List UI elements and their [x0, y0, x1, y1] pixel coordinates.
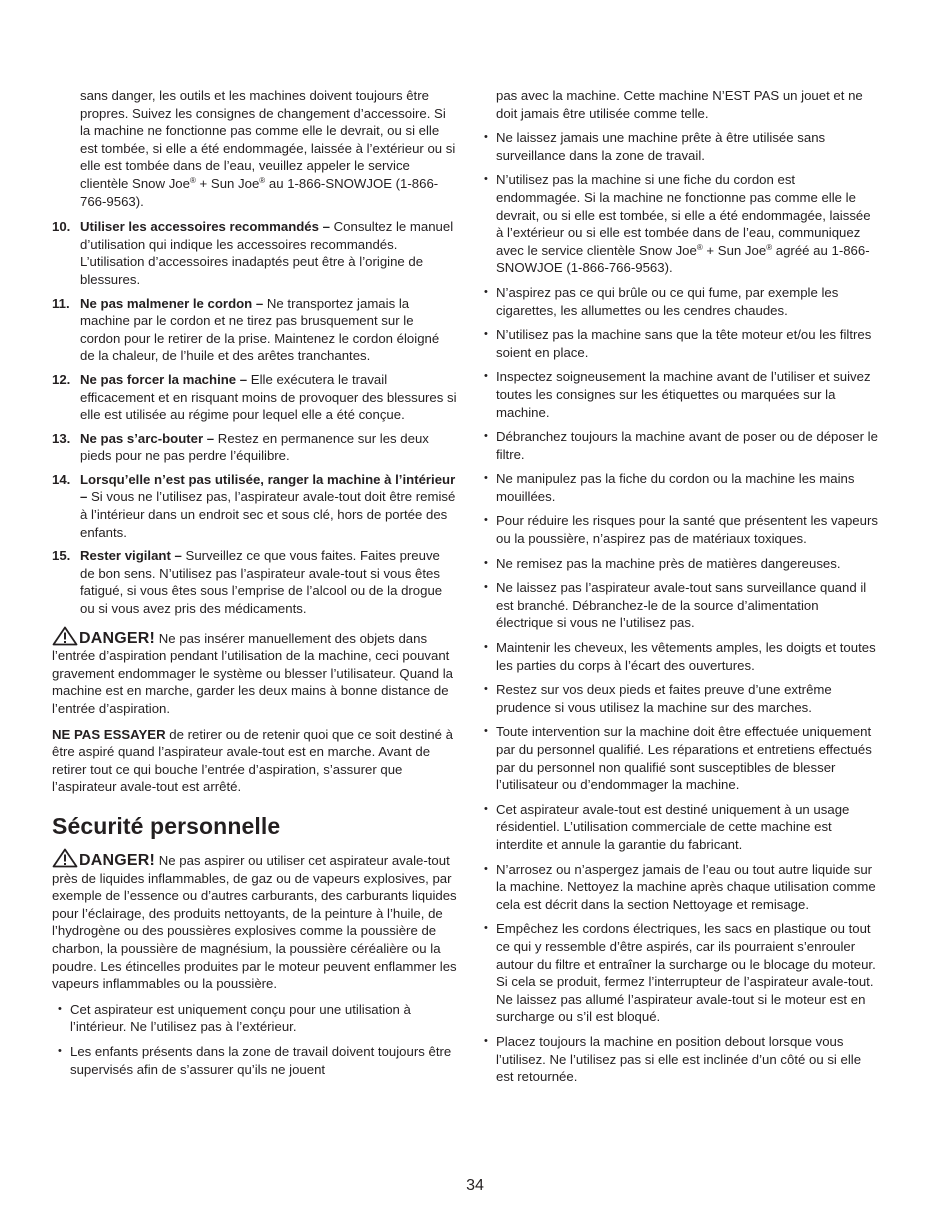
item-text: Ne transportez jamais la machine par le cordon et ne tirez pas brusquement sur le cordon pour le retirer de la prise. Maintenez le cordon éloigné de la chaleur, de l’huile et des arêtes tranchantes. — [80, 295, 440, 364]
list-item: • Cet aspirateur avale-tout est destiné uniquement à un usage résidentiel. L’utilisation commerciale de cette machine est interdite et annule la garantie du fabricant. — [478, 801, 878, 854]
continuation-text: sans danger, les outils et les machines doivent toujours être propres. Suivez les consignes de changement d’accessoire. Si la machine ne fonctionne pas comme elle le devrait, ou si elle est tombée, si elle a été endommagée, laissée à l’extérieur ou si elle est tombée dans de l’eau, veuillez appeler le service clientèle Snow Joe® + Sun Joe® au 1-866-SNOWJOE (1-866-766-9563). — [80, 88, 456, 209]
danger-warning — [52, 848, 457, 993]
item-title: Utiliser les accessoires recommandés – — [80, 219, 330, 235]
list-item: • Pour réduire les risques pour la santé que présentent les vapeurs ou la poussière, n’aspirez pas de matériaux toxiques. — [478, 512, 878, 547]
item-number: 10. — [52, 219, 71, 235]
list-item: • Inspectez soigneusement la machine avant de l’utiliser et suivez toutes les consignes sur les étiquettes ou marquées sur la machine. — [478, 368, 878, 421]
numbered-item — [52, 218, 457, 288]
item-text: Elle exécutera le travail efficacement et en risquant moins de provoquer des blessures si elle est utilisée au régime pour lequel elle a été conçue. — [80, 371, 457, 423]
item-title: Ne pas malmener le cordon – — [80, 295, 264, 311]
list-item: • Ne manipulez pas la fiche du cordon ou la machine les mains mouillées. — [478, 470, 878, 505]
list-item: • Ne laissez pas l’aspirateur avale-tout sans surveillance quand il est branché. Débranchez-le de la source d’alimentation électrique si vous ne l’utilisez pas. — [478, 579, 878, 632]
ne-pas-essayer-paragraph — [52, 726, 457, 796]
item-number: 14. — [52, 471, 71, 487]
numbered-item — [52, 430, 457, 465]
list-item: • Cet aspirateur est uniquement conçu pour une utilisation à l’intérieur. Ne l’utilisez pas à l’extérieur. — [52, 1001, 457, 1036]
item-text: Si vous ne l’utilisez pas, l’aspirateur avale-tout doit être remisé à l’intérieur dans un endroit sec et sous clé, hors de portée des enfants. — [80, 489, 456, 540]
numbered-item — [52, 547, 457, 617]
item-number: 13. — [52, 430, 71, 446]
list-item: • Placez toujours la machine en position debout lorsque vous l’utilisez. Ne l’utilisez pas si elle est inclinée d’un côté ou si elle est retournée. — [478, 1033, 878, 1086]
numbered-item — [52, 371, 457, 424]
right-column — [478, 87, 878, 1093]
page-number: 34 — [466, 1177, 484, 1194]
item-text: Consultez le manuel d’utilisation qui indique les accessoires recommandés. L’utilisation d’accessoires inadaptés peut être à l’origine de blessures. — [80, 219, 454, 287]
danger-label: DANGER! — [79, 851, 156, 869]
item-title: Ne pas s’arc-bouter – — [80, 430, 215, 446]
list-item: • Ne laissez jamais une machine prête à être utilisée sans surveillance dans la zone de travail. — [478, 129, 878, 164]
list-item: • Empêchez les cordons électriques, les sacs en plastique ou tout ce qui y ressemble d’être aspirés, car ils pourraient s’enrouler autour du filtre et entraîner la surcharge ou le blocage du moteur. Si cela se produit, fermez l’interrupteur de l’aspirateur avale-tout. Ne laissez pas allumé l’aspirateur avale-tout si le moteur est en surcharge ou s’il est bloqué. — [478, 920, 878, 1026]
danger-text: Ne pas insérer manuellement des objets dans l’entrée d’aspiration pendant l’utilisation de la machine, ceci pouvant gravement endommager le système ou blesser l’utilisateur. Quand la machine est en marche, garder les deux mains à bonne distance de l’entrée d’aspiration. — [52, 630, 453, 716]
list-item: • Restez sur vos deux pieds et faites preuve d’une extrême prudence si vous utilisez la machine sur des marches. — [478, 681, 878, 716]
bullet-list — [478, 129, 878, 1086]
bullet-list — [52, 1001, 457, 1078]
item-text: Restez en permanence sur les deux pieds pour ne pas perdre l’équilibre. — [80, 430, 429, 464]
item-number: 11. — [52, 295, 70, 311]
numbered-item — [52, 295, 457, 365]
list-item: • Débranchez toujours la machine avant de poser ou de déposer le filtre. — [478, 428, 878, 463]
list-item: • N’utilisez pas la machine sans que la tête moteur et/ou les filtres soient en place. — [478, 326, 878, 361]
left-column — [52, 87, 457, 1085]
item-title: Ne pas forcer la machine – — [80, 371, 248, 387]
danger-text: Ne pas aspirer ou utiliser cet aspirateur avale-tout près de liquides inflammables, de gaz ou de vapeurs explosives, par exemple de l’essence ou d’autres carburants, des carburants liquides pour l’éclairage, des produits nettoyants, de la peinture à l’huile, de l’hydrogène ou des poussières explosives comme la poussière de charbon, la poussière de magnésium, la poussière céréalière ou la poudre. Les étincelles produites par le moteur peuvent enflammer les vapeurs inflammables ou la poussière. — [52, 852, 457, 992]
ne-pas-essayer-title: NE PAS ESSAYER — [52, 726, 166, 742]
list-item: • N’utilisez pas la machine si une fiche du cordon est endommagée. Si la machine ne fonctionne pas comme elle le devrait, ou si elle est tombée, si elle a été endommagée, laissée à l’extérieur ou si elle est tombée dans de l’eau, communiquez avec le service clientèle Snow Joe® + Sun Joe® agréé au 1-866-SNOWJOE (1-866-766-9563). — [478, 171, 878, 277]
section-heading: Sécurité personnelle — [52, 812, 281, 839]
warning-triangle-icon — [52, 848, 78, 868]
warning-triangle-icon — [52, 626, 78, 646]
numbered-item — [52, 471, 457, 541]
item-number: 15. — [52, 548, 71, 564]
list-item: • Ne remisez pas la machine près de matières dangereuses. — [478, 555, 878, 573]
danger-warning — [52, 626, 457, 718]
item-title: Rester vigilant – — [80, 548, 182, 564]
list-item: • Maintenir les cheveux, les vêtements amples, les doigts et toutes les parties du corps à l’écart des ouvertures. — [478, 639, 878, 674]
list-item: • N’aspirez pas ce qui brûle ou ce qui fume, par exemple les cigarettes, les allumettes ou les cendres chaudes. — [478, 284, 878, 319]
list-item: • Toute intervention sur la machine doit être effectuée uniquement par du personnel qualifié. Les réparations et entretiens effectués par du personnel non qualifié sont susceptibles de blesser l’utilisateur ou d’endommager la machine. — [478, 723, 878, 793]
danger-label: DANGER! — [79, 629, 156, 647]
list-item: • Les enfants présents dans la zone de travail doivent toujours être supervisés afin de s’assurer qu’ils ne jouent — [52, 1043, 457, 1078]
ne-pas-essayer-text: de retirer ou de retenir quoi que ce soit destiné à être aspiré quand l’aspirateur avale-tout est en marche. Avant de retirer tout ce qui bouche l’entrée d’aspiration, s’assurer que l’aspirateur avale-tout est arrêté. — [52, 726, 453, 795]
list-item: • N’arrosez ou n’aspergez jamais de l’eau ou tout autre liquide sur la machine. Nettoyez la machine après chaque utilisation comme cela est décrit dans la section Nettoyage et remisage. — [478, 861, 878, 914]
continuation-text: pas avec la machine. Cette machine N’EST PAS un jouet et ne doit jamais être utilisée comme telle. — [496, 88, 863, 121]
item-text: Surveillez ce que vous faites. Faites preuve de bon sens. N’utilisez pas l’aspirateur avale-tout si vous êtes fatigué, si vous êtes sous l’emprise de l’alcool ou de la drogue ou si vous avez pris des médicaments. — [80, 548, 443, 617]
item-number: 12. — [52, 371, 71, 387]
item-title: Lorsqu’elle n’est pas utilisée, ranger la machine à l’intérieur – — [80, 471, 456, 505]
